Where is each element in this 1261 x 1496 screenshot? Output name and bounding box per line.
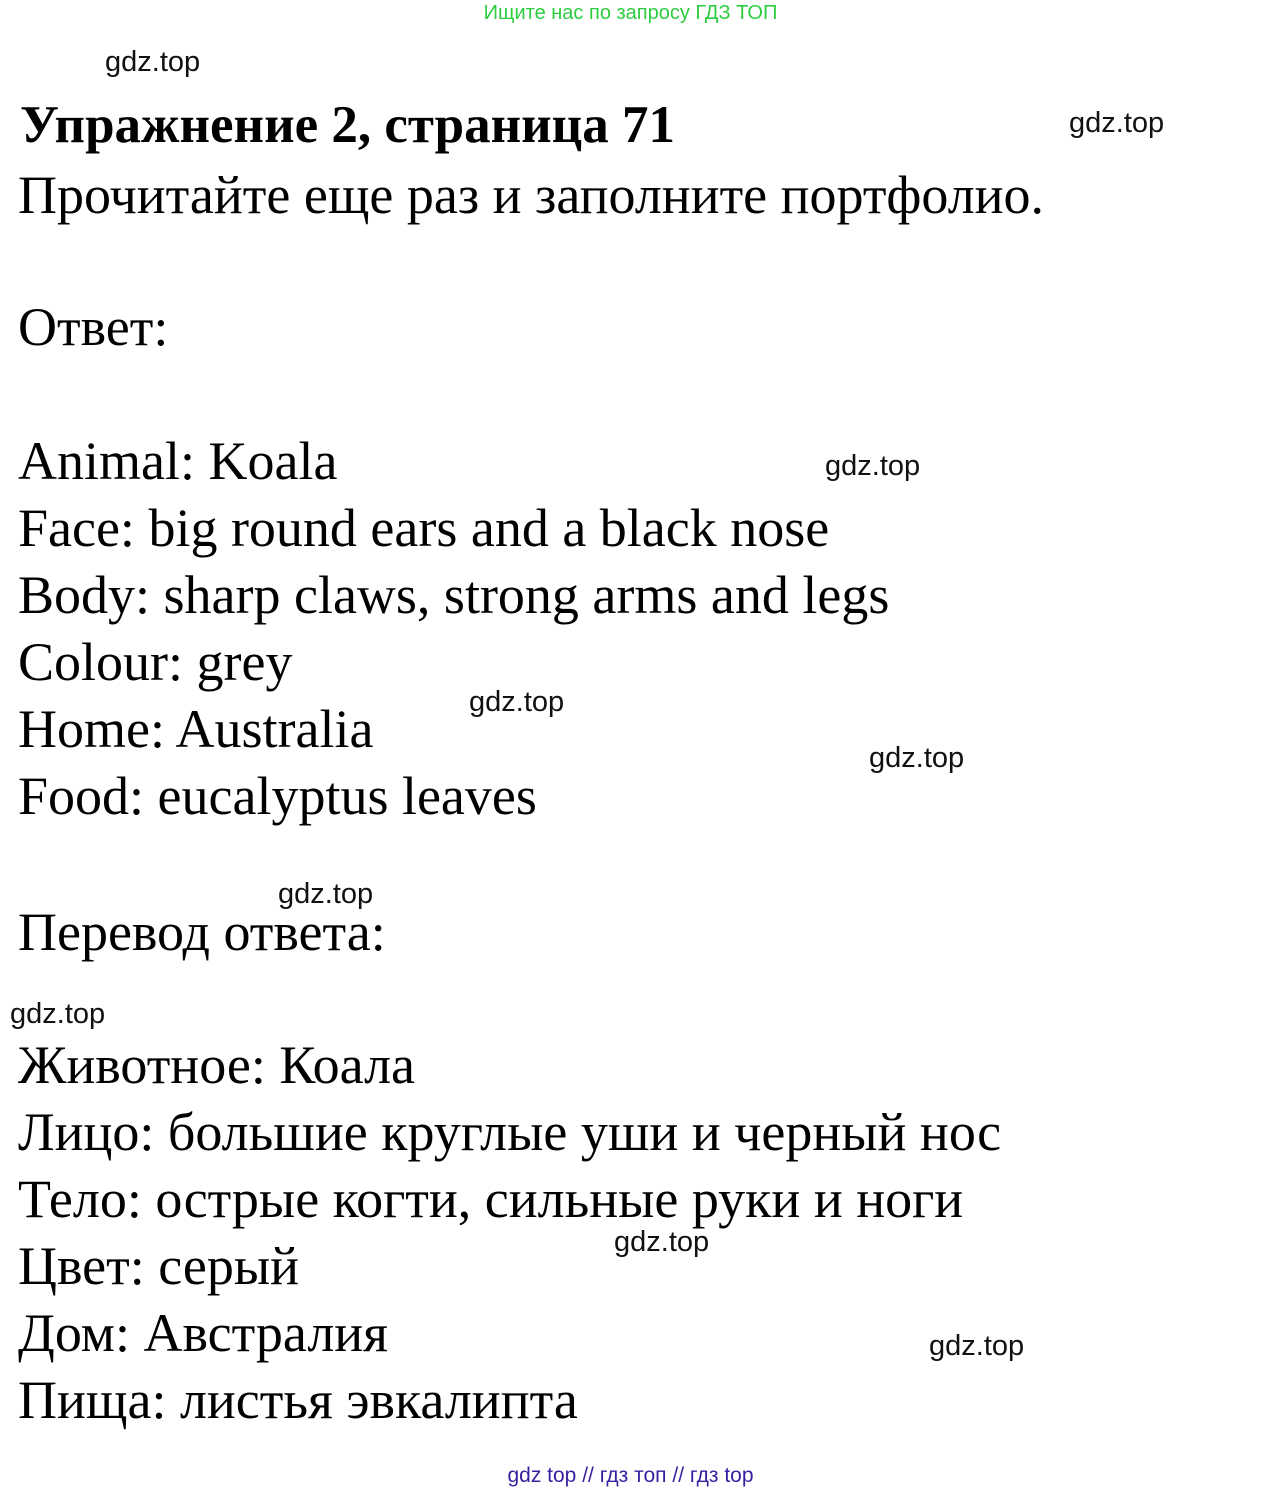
answer-label: Ответ: xyxy=(18,297,169,357)
watermark: gdz.top xyxy=(869,742,965,774)
watermark: gdz.top xyxy=(929,1330,1025,1362)
watermark: gdz.top xyxy=(825,450,921,482)
answer-line-home: Home: Australia xyxy=(18,699,374,759)
translation-line-food: Пища: листья эвкалипта xyxy=(18,1370,578,1430)
watermark: gdz.top xyxy=(10,998,106,1030)
translation-line-home: Дом: Австралия xyxy=(18,1303,389,1363)
translation-line-body: Тело: острые когти, сильные руки и ноги xyxy=(18,1169,964,1229)
translation-line-animal: Животное: Коала xyxy=(18,1035,416,1095)
answer-line-colour: Colour: grey xyxy=(18,632,293,692)
translation-line-colour: Цвет: серый xyxy=(18,1236,300,1296)
answer-line-animal: Animal: Koala xyxy=(18,431,338,491)
watermark: gdz.top xyxy=(614,1226,710,1258)
answer-line-face: Face: big round ears and a black nose xyxy=(18,498,830,558)
answer-line-food: Food: eucalyptus leaves xyxy=(18,766,537,826)
instruction-text: Прочитайте еще раз и заполните портфолио. xyxy=(18,165,1045,225)
footer-links: gdz top // гдз топ // гдз top xyxy=(507,1464,754,1487)
watermark: gdz.top xyxy=(1069,107,1165,139)
translation-line-face: Лицо: большие круглые уши и черный нос xyxy=(18,1102,1002,1162)
watermark: gdz.top xyxy=(278,878,374,910)
exercise-title: Упражнение 2, страница 71 xyxy=(20,96,675,154)
watermark: gdz.top xyxy=(469,686,565,718)
top-banner: Ищите нас по запросу ГДЗ ТОП xyxy=(483,2,778,24)
translation-label: Перевод ответа: xyxy=(18,902,386,962)
watermark: gdz.top xyxy=(105,46,201,78)
answer-line-body: Body: sharp claws, strong arms and legs xyxy=(18,565,890,625)
